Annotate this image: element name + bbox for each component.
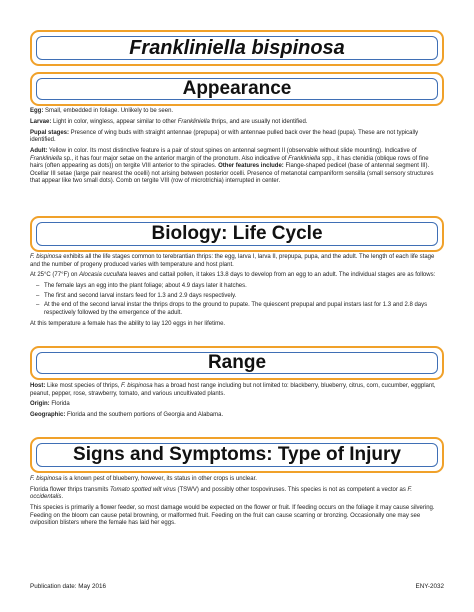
larvae-label: Larvae: — [30, 118, 52, 125]
geographic-paragraph — [30, 412, 442, 420]
biology-text-2: At 25°C (77°F) on — [30, 272, 80, 279]
signs-text-2-end: . — [61, 494, 64, 501]
biology-paragraph-2 — [30, 272, 442, 280]
biology-heading: Biology: Life Cycle — [151, 223, 323, 244]
host-species: F. bispinosa — [121, 383, 153, 389]
range-banner — [30, 346, 444, 380]
biology-banner — [30, 216, 444, 252]
host-text: Like most species of thrips, — [45, 383, 122, 389]
pupal-paragraph — [30, 130, 442, 145]
origin-paragraph — [30, 401, 442, 409]
signs-text-1: is a known pest of blueberry, however, its status in other crops is unclear. — [61, 476, 257, 482]
publication-date: Publication date: May 2016 — [30, 583, 106, 590]
signs-species: F. bispinosa — [30, 476, 62, 482]
signs-text-2-mid: (TSWV) and possibly other tospoviruses. This species is not as competent a vector as — [175, 486, 408, 493]
pupal-text: Presence of wing buds with straight antennae (prepupa) or with antennae pulled back over the head (pupa). These are not typically identified. — [30, 129, 419, 144]
list-item: – The first and second larval instars feed for 1.3 and 2.9 days respectively. — [38, 293, 442, 301]
biology-paragraph-1 — [30, 254, 442, 269]
list-item: – At the end of the second larval instar the thrips drops to the ground to pupate. The quiescent prepupal and pupal instars last for 1.3 and 2.8 days respectively followed by the emergence of the adult. — [38, 302, 442, 317]
origin-label: Origin: — [30, 401, 50, 408]
appearance-heading: Appearance — [182, 78, 292, 99]
biology-paragraph-3: At this temperature a female has the ability to lay 120 eggs in her lifetime. — [30, 320, 226, 327]
host-label: Host: — [30, 383, 46, 389]
adult-genus: Frankliniella — [30, 155, 63, 162]
adult-genus-2: Frankliniella — [288, 155, 321, 162]
biology-section — [30, 254, 442, 331]
biology-text-1: exhibits all the life stages common to terebrantian thrips: the egg, larva I, larva II, prepupa, pupa, and the adult. The length of each life stage and the number of progeny produced varies with temperature and host plant. — [30, 254, 435, 268]
egg-text: Small, embedded in foliage. Unlikely to be seen. — [43, 108, 174, 114]
larvae-text: Light in color, wingless, appear similar to other — [51, 118, 178, 125]
egg-label: Egg: — [30, 108, 44, 114]
vector-species: F. occidentalis — [30, 486, 413, 501]
adult-text-4: Flange-shaped pedicel (base of antennal segment III). Ocellar III setae (large pair nearest the ocelli) not arising between posterior ocelli. Presence of metanotal campaniform sensilla (small sensory structures that appear like two small dots). Comb on tergite VIII (row of microtrichia) interrupted in center. — [30, 163, 434, 185]
biology-species: F. bispinosa — [30, 254, 62, 260]
page-title: Frankliniella bispinosa — [129, 36, 345, 59]
range-heading: Range — [207, 352, 267, 373]
origin-text: Florida — [49, 401, 70, 408]
biology-host-plant: Alocasia cucullata — [79, 272, 128, 279]
adult-text-2: sp., it has four major setae on the anterior margin of the pronotum. Also indicative of — [62, 155, 289, 162]
adult-text: Yellow in color. Its most distinctive feature is a pair of stout spines on antennal segment II (observable without slide mounting). Indicative of — [47, 147, 417, 154]
signs-paragraph-2 — [30, 487, 442, 502]
larvae-text-end: thrips, and are usually not identified. — [209, 118, 308, 125]
signs-banner — [30, 437, 444, 473]
host-paragraph — [30, 383, 442, 398]
host-text-end: has a broad host range including but not limited to: blackberry, blueberry, citrus, corn, cucumber, eggplant, peanut, pepper, rose, strawberry, tomato, and various uncultivated plants. — [30, 383, 436, 397]
signs-heading: Signs and Symptoms: Type of Injury — [73, 444, 401, 465]
footer — [30, 583, 444, 590]
signs-text-2: Florida flower thrips transmits — [30, 486, 111, 493]
appearance-section — [30, 108, 442, 189]
adult-text-3: spp., it has ctenidia (oblique rows of fine hairs (often appearing as dots)) on tergite VIII anterior to the spiracles. — [30, 155, 429, 170]
signs-paragraph-1 — [30, 476, 442, 484]
title-banner — [30, 30, 444, 66]
larvae-paragraph — [30, 119, 442, 127]
biology-text-2-end: leaves and cattail pollen, it takes 13.8 days to develop from an egg to an adult. The individual stages are as follows: — [127, 272, 436, 279]
other-features-label: Other features include: — [218, 163, 284, 170]
pupal-label: Pupal stages: — [30, 129, 70, 136]
adult-label: Adult: — [30, 147, 48, 154]
document-code: ENY-2032 — [415, 583, 444, 590]
signs-section — [30, 476, 442, 531]
virus-name: Tomato spotted wilt virus — [110, 486, 176, 493]
list-item: – The female lays an egg into the plant foliage; about 4.9 days later it hatches. — [38, 283, 442, 291]
range-section — [30, 383, 442, 423]
geographic-label: Geographic: — [30, 412, 66, 419]
larvae-genus: Frankliniella — [177, 118, 210, 125]
egg-paragraph — [30, 108, 442, 116]
appearance-banner — [30, 72, 444, 106]
geographic-text: Florida and the southern portions of Georgia and Alabama. — [65, 412, 224, 419]
signs-paragraph-3: This species is primarily a flower feeder, so most damage would be expected on the flower or fruit. If feeding occurs on the foliage it may cause silvering. Feeding on the bloom can cause petal browning, or malformed fruit. Feeding on the fruit can cause scarring or bronzing. Occasionally one may see oviposition blisters where the female has laid her eggs. — [30, 505, 435, 527]
adult-paragraph — [30, 148, 442, 186]
life-stage-list — [30, 283, 442, 317]
